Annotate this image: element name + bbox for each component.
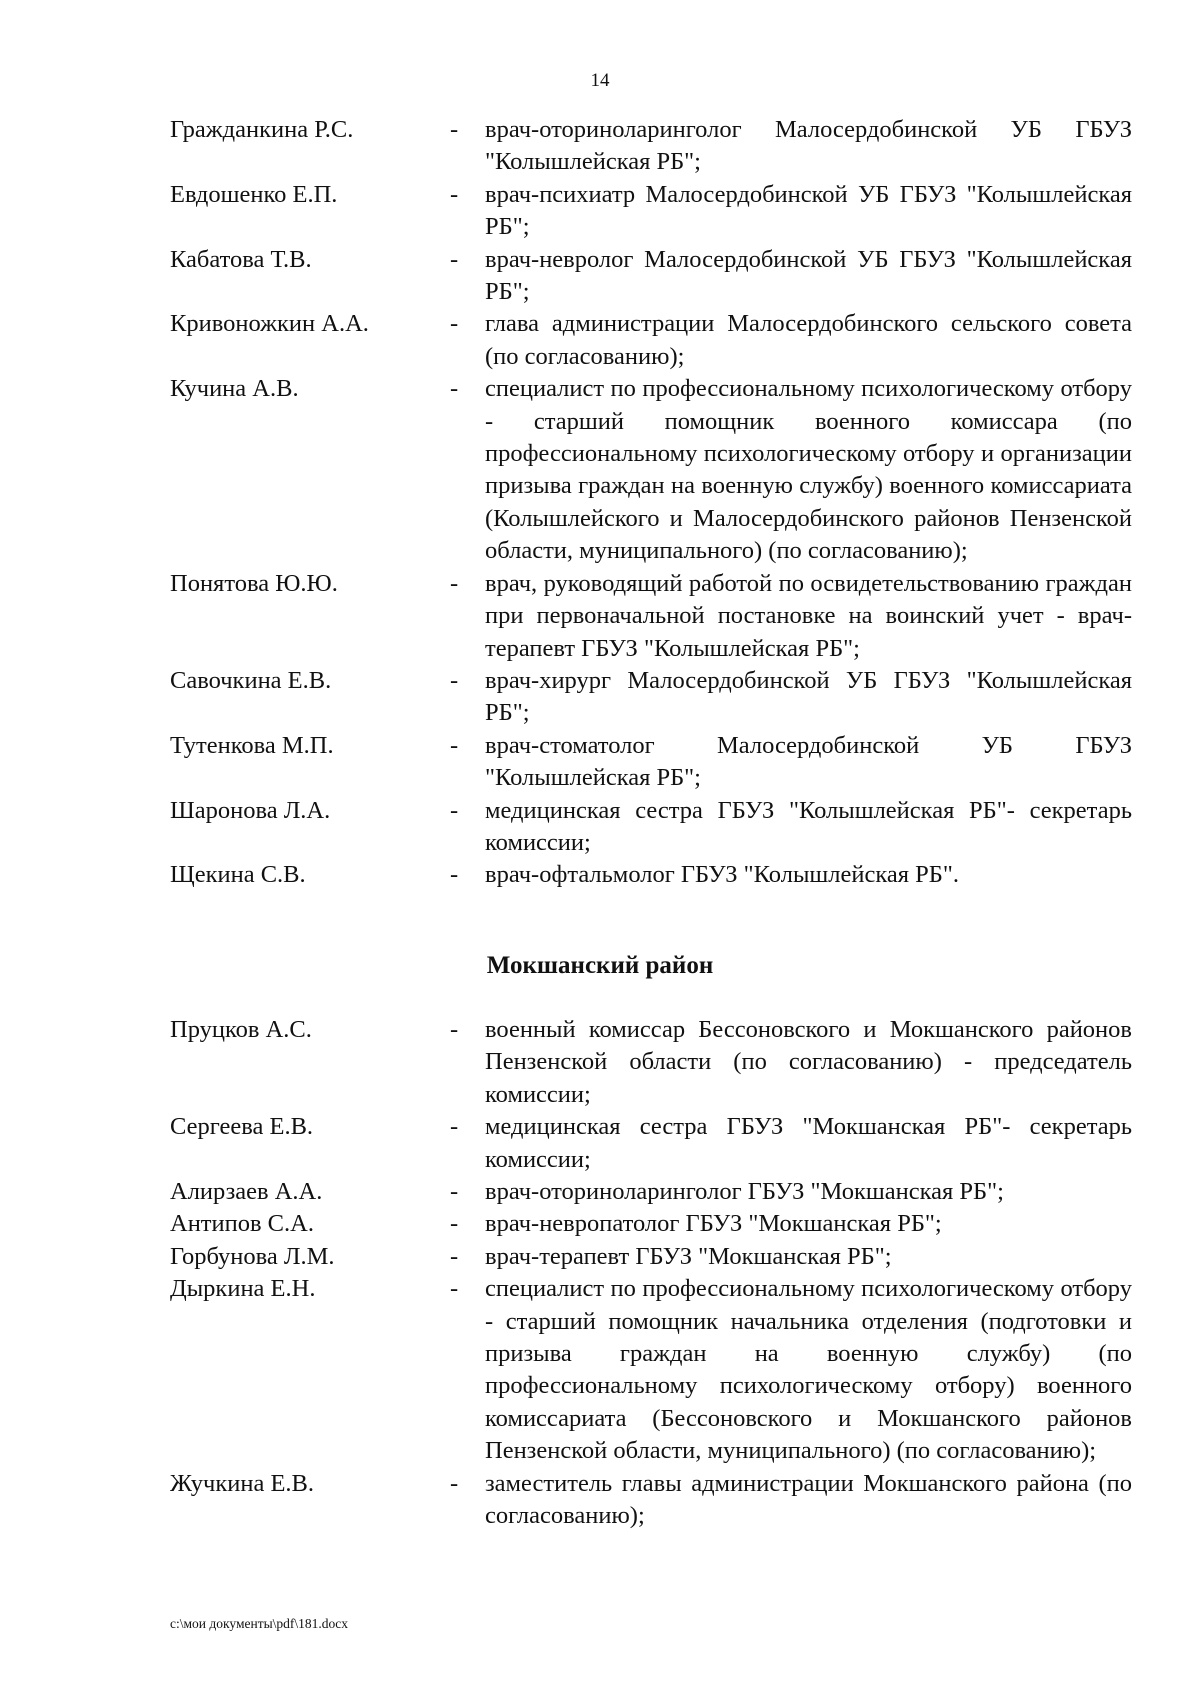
member-role: медицинская сестра ГБУЗ "Мокшанская РБ"- секретарь комиссии; (485, 1113, 1132, 1173)
member-row (170, 114, 1132, 179)
member-role: врач-невропатолог ГБУЗ "Мокшанская РБ"; (485, 1210, 942, 1238)
member-list-top (170, 114, 1132, 892)
separator-dash: - (450, 1242, 459, 1270)
member-role: врач-стоматолог Малосердобинской УБ ГБУЗ "Колышлейская РБ"; (485, 731, 1132, 792)
member-row (170, 244, 1132, 309)
member-row (170, 665, 1132, 730)
member-name: Горбунова Л.М. (170, 1242, 335, 1270)
separator-dash: - (450, 666, 459, 694)
member-row (170, 859, 1132, 891)
member-name: Кабатова Т.В. (170, 245, 312, 273)
member-row (170, 179, 1132, 244)
member-role: заместитель главы администрации Мокшанского района (по согласованию); (485, 1469, 1132, 1530)
member-role: врач-хирург Малосердобинской УБ ГБУЗ "Колышлейская РБ"; (485, 666, 1132, 727)
member-name: Савочкина Е.В. (170, 666, 332, 694)
member-role: специалист по профессиональному психологическому отбору - старший помощник военного комиссара (по профессиональному психологическому отбору и организации призыва граждан на военную службу) военного комиссариата (Колышлейского и Малосердобинского районов Пензенской области, муниципального) (по согласованию); (485, 375, 1132, 565)
member-name: Жучкина Е.В. (170, 1469, 315, 1497)
member-row (170, 1208, 1132, 1240)
separator-dash: - (450, 1210, 459, 1238)
member-role: медицинская сестра ГБУЗ "Колышлейская РБ"- секретарь комиссии; (485, 796, 1132, 856)
member-role: военный комиссар Бессоновского и Мокшанского районов Пензенской области (по согласованию) - председатель комиссии; (485, 1016, 1132, 1108)
member-row (170, 1241, 1132, 1273)
separator-dash: - (450, 245, 459, 273)
member-role: врач-психиатр Малосердобинской УБ ГБУЗ "Колышлейская РБ"; (485, 180, 1132, 241)
member-list-bottom (170, 1014, 1132, 1533)
separator-dash: - (450, 569, 459, 597)
member-name: Антипов С.А. (170, 1210, 314, 1238)
file-path-footer: c:\мои документы\pdf\181.docx (170, 1616, 349, 1631)
member-name: Дыркина Е.Н. (170, 1275, 316, 1303)
member-role: специалист по профессиональному психологическому отбору - старший помощник начальника отделения (подготовки и призыва граждан на военную службу) (по профессиональному психологическому отбору) военного комиссариата (Бессоновского и Мокшанского районов Пензенской области, муниципального) (по согласованию); (485, 1275, 1132, 1465)
separator-dash: - (450, 180, 459, 208)
member-row (170, 373, 1132, 567)
separator-dash: - (450, 1469, 459, 1497)
member-name: Шаронова Л.А. (170, 796, 331, 824)
member-role: врач-невролог Малосердобинской УБ ГБУЗ "Колышлейская РБ"; (485, 245, 1132, 306)
separator-dash: - (450, 1275, 459, 1303)
district-heading: Мокшанский район (486, 952, 714, 979)
member-name: Алирзаев А.А. (170, 1178, 323, 1206)
member-row (170, 1014, 1132, 1111)
member-name: Гражданкина Р.С. (170, 116, 354, 143)
separator-dash: - (450, 861, 459, 889)
member-row (170, 795, 1132, 860)
separator-dash: - (450, 796, 459, 824)
member-role: врач, руководящий работой по освидетельствованию граждан при первоначальной постановке на воинский учет - врач-терапевт ГБУЗ "Колышлейская РБ"; (485, 569, 1132, 662)
separator-dash: - (450, 731, 459, 759)
member-name: Щекина С.В. (170, 861, 306, 889)
page-number: 14 (590, 70, 610, 91)
member-name: Тутенкова М.П. (170, 731, 334, 759)
member-name: Кучина А.В. (170, 375, 299, 403)
member-name: Евдошенко Е.П. (170, 180, 338, 208)
member-role: врач-терапевт ГБУЗ "Мокшанская РБ"; (485, 1242, 892, 1270)
member-row (170, 1111, 1132, 1176)
member-name: Сергеева Е.В. (170, 1113, 314, 1141)
member-row (170, 568, 1132, 665)
separator-dash: - (450, 116, 459, 143)
separator-dash: - (450, 1113, 459, 1141)
member-name: Пруцков А.С. (170, 1016, 312, 1043)
member-row (170, 730, 1132, 795)
member-name: Понятова Ю.Ю. (170, 569, 338, 597)
member-row (170, 1468, 1132, 1533)
member-name: Кривоножкин А.А. (170, 310, 369, 338)
separator-dash: - (450, 310, 459, 338)
separator-dash: - (450, 375, 459, 403)
member-row (170, 1273, 1132, 1467)
separator-dash: - (450, 1016, 459, 1043)
member-role: глава администрации Малосердобинского сельского совета (по согласованию); (485, 310, 1132, 370)
member-row (170, 1176, 1132, 1208)
member-role: врач-оториноларинголог Малосердобинской УБ ГБУЗ "Колышлейская РБ"; (485, 116, 1132, 176)
member-role: врач-офтальмолог ГБУЗ "Колышлейская РБ". (485, 861, 959, 889)
separator-dash: - (450, 1178, 459, 1206)
member-row (170, 308, 1132, 373)
member-role: врач-оториноларинголог ГБУЗ "Мокшанская РБ"; (485, 1178, 1004, 1206)
